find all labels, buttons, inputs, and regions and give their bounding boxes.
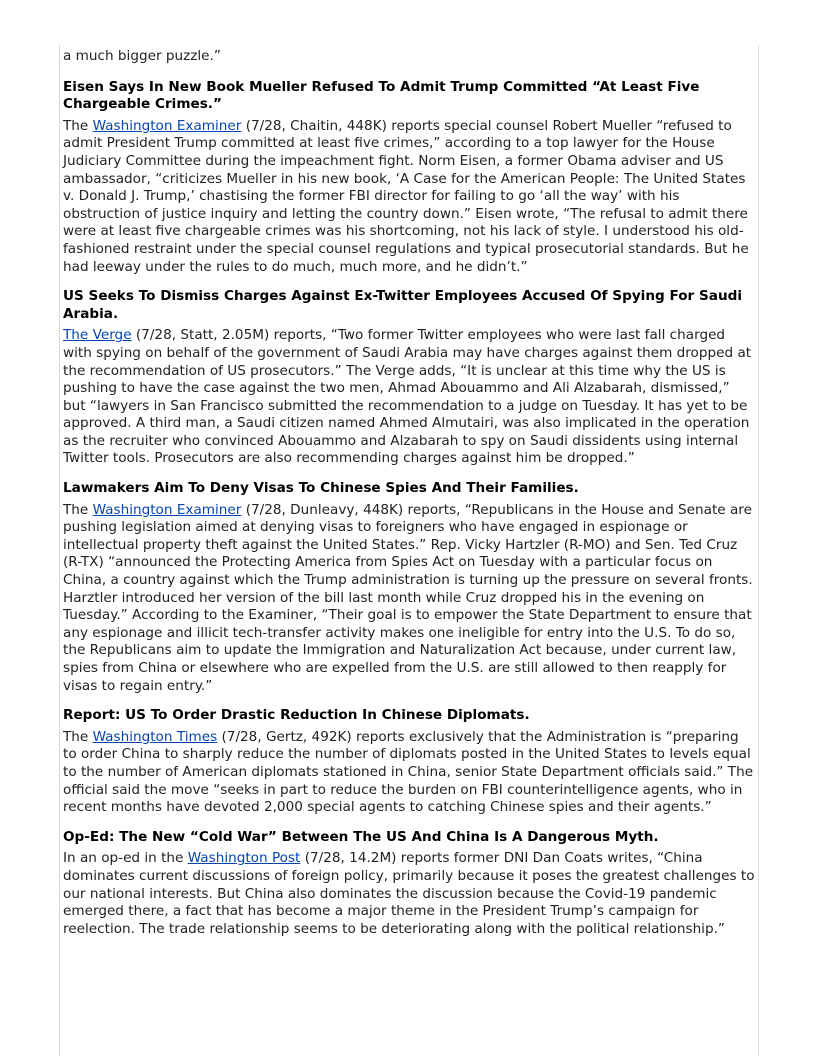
article-headline: Eisen Says In New Book Mueller Refused To Admit Trump Committed “At Least Five Chargeable Crimes.” — [63, 78, 700, 113]
newsletter-content — [63, 48, 755, 950]
article-headline: US Seeks To Dismiss Charges Against Ex-Twitter Employees Accused Of Spying For Saudi Arabia. — [63, 288, 743, 322]
article-twitter-saudi — [63, 288, 755, 468]
article-prefix: The — [63, 117, 93, 134]
article-text: (7/28, Dunleavy, 448K) reports, “Republicans in the House and Senate are pushing legislation aimed at denying visas to foreigners who have engaged in espionage or intellectual property theft against the United States.” Rep. Vicky Hartzler (R-MO) and Sen. Ted Cruz (R-TX) “announced the Protecting America from Spies Act on Tuesday with a particular focus on China, a country against which the Trump administration is turning up the pressure on several fronts. Harztler introduced her version of the bill last month while Cruz dropped his in the evening on Tuesday.” According to the Examiner, “Their goal is to empower the State Department to ensure that any espionage and illicit tech-transfer activity makes one ineligible for entry into the U.S. To do so, the Republicans aim to update the Immigration and Naturalization Act because, under current law, spies from China or elsewhere who are expelled from the U.S. are still allowed to then reapply for visas to regain entry.” — [63, 501, 753, 694]
article-cold-war-oped — [63, 829, 755, 939]
article-text: (7/28, Statt, 2.05M) reports, “Two former Twitter employees who were last fall charged with spying on behalf of the government of Saudi Arabia may have charges against them dropped at the recommendation of US prosecutors.” The Verge adds, “It is unclear at this time why the US is pushing to have the case against the two men, Ahmad Abouammo and Ali Alzabarah, dismissed,” but “lawyers in San Francisco submitted the recommendation to a judge on Tuesday. It has yet to be approved. A third man, a Saudi citizen named Ahmed Almutairi, was also implicated in the operation as the recruiter who convinced Abouammo and Alzabarah to spy on Saudi dissidents using internal Twitter tools. Prosecutors are also recommending charges against him be dropped.” — [63, 327, 752, 467]
article-eisen-mueller — [63, 79, 755, 277]
source-link[interactable]: Washington Post — [187, 850, 301, 867]
article-body — [63, 502, 755, 696]
article-text: (7/28, Gertz, 492K) reports exclusively that the Administration is “preparing to order China to sharply reduce the number of diplomats posted in the United States to levels equal to the number of American diplomats stationed in China, senior State Department officials said.” The official said the move “seeks in part to reduce the burden on FBI counterintelligence agents, who in recent months have devoted 2,000 special agents to catching Chinese spies and their agents.” — [63, 728, 754, 816]
article-body — [63, 729, 755, 817]
article-text: (7/28, 14.2M) reports former DNI Dan Coats writes, “China dominates current discussions of foreign policy, primarily because it poses the greatest challenges to our national interests. But China also dominates the discussion because the Covid-19 pandemic emerged there, a fact that has become a major theme in the President Trump’s campaign for reelection. The trade relationship seems to be deteriorating along with the political relationship.” — [63, 850, 755, 937]
article-headline: Report: US To Order Drastic Reduction In Chinese Diplomats. — [63, 707, 530, 724]
source-link[interactable]: Washington Examiner — [92, 117, 242, 134]
article-visas-chinese-spies — [63, 480, 755, 695]
article-chinese-diplomats — [63, 707, 755, 817]
article-headline: Op-Ed: The New “Cold War” Between The US And China Is A Dangerous Myth. — [63, 828, 659, 845]
article-body — [63, 327, 755, 468]
article-prefix: The — [63, 728, 93, 745]
article-headline: Lawmakers Aim To Deny Visas To Chinese Spies And Their Families. — [63, 480, 579, 497]
source-link[interactable]: The Verge — [63, 327, 132, 344]
article-prefix: In an op-ed in the — [63, 850, 188, 867]
source-link[interactable]: Washington Examiner — [92, 501, 242, 518]
article-prefix: The — [63, 501, 93, 518]
article-body — [63, 850, 755, 938]
source-link[interactable]: Washington Times — [92, 728, 218, 745]
article-body — [63, 118, 755, 276]
lead-fragment: a much bigger puzzle.” — [63, 48, 221, 64]
article-text: (7/28, Chaitin, 448K) reports special counsel Robert Mueller “refused to admit President Trump committed at least five crimes,” according to a top lawyer for the House Judiciary Committee during the impeachment fight. Norm Eisen, a former Obama adviser and US ambassador, “criticizes Mueller in his new book, ‘A Case for the American People: The United States v. Donald J. Trump,’ chastising the former FBI director for failing to go ‘all the way’ with his obstruction of justice inquiry and letting the country down.” Eisen wrote, “The refusal to admit there were at least five chargeable crimes was his shortcoming, not his lack of style. I understood his old-fashioned restraint under the special counsel regulations and typical prosecutorial standards. But he had leeway under the rules to do much, much more, and he didn’t.” — [63, 117, 749, 275]
